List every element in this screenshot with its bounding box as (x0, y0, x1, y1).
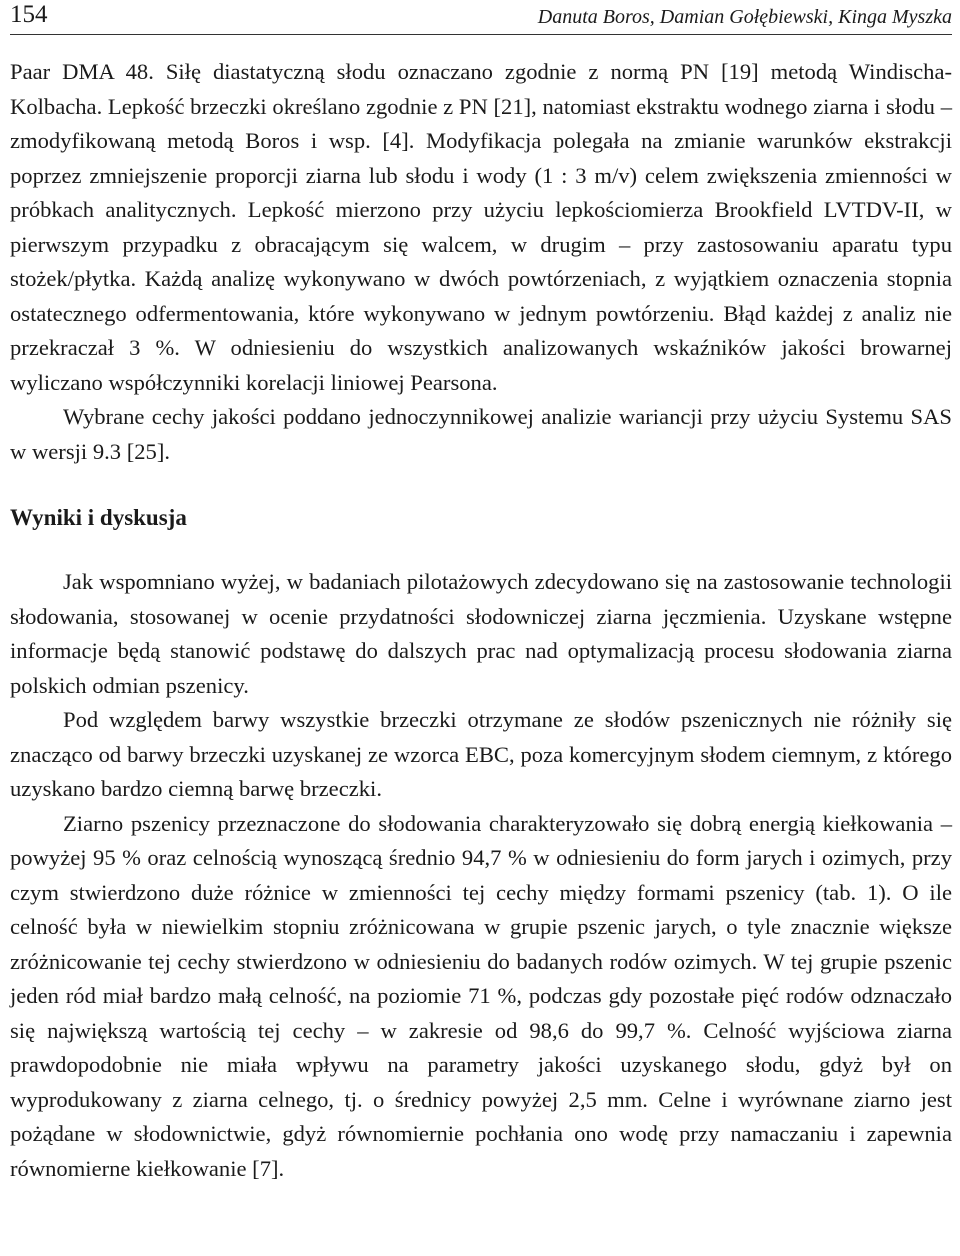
results-paragraph: Ziarno pszenicy przeznaczone do słodowania charakteryzowało się dobrą energią kiełkowania – powyżej 95 % oraz celnością wynoszącą średnio 94,7 % w odniesieniu do form jarych i ozimych, przy czym stwierdzono duże różnice w zmienności tej cechy między formami pszenicy (tab. 1). O ile celność była w niewielkim stopniu zróżnicowana w grupie pszenic jarych, o tyle znacznie większe zróżnicowanie tej cechy stwierdzono w odniesieniu do badanych rodów ozimych. W tej grupie pszenic jeden ród miał bardzo małą celność, na poziomie 71 %, podczas gdy pozostałe pięć rodów odznaczało się największą wartością tej cechy – w zakresie od 98,6 do 99,7 %. Celność wyjściowa ziarna prawdopodobnie nie miała wpływu na parametry jakości uzyskanego słodu, gdyż był on wyprodukowany z ziarna celnego, tj. o średnicy powyżej 2,5 mm. Celne i wyrównane ziarno jest pożądane w słodownictwie, gdyż równomiernie pochłania ono wodę przy namaczaniu i zapewnia równomierne kiełkowanie [7]. (10, 810, 952, 1181)
results-paragraph: Jak wspomniano wyżej, w badaniach pilotażowych zdecydowano się na zastosowanie technologii słodowania, stosowanej w ocenie przydatności słodowniczej ziarna jęczmienia. Uzyskane wstępne informacje będą stanowić podstawę do dalszych prac nad optymalizacją procesu słodowania ziarna polskich odmian pszenicy. (10, 569, 952, 698)
statistics-paragraph: Wybrane cechy jakości poddano jednoczynnikowej analizie wariancji przy użyciu Systemu SAS w wersji 9.3 [25]. (10, 404, 952, 464)
section-heading: Wyniki i dyskusja (10, 505, 187, 530)
page-number: 154 (10, 1, 48, 28)
document-page (10, 0, 952, 1186)
methods-paragraph: Paar DMA 48. Siłę diastatyczną słodu oznaczano zgodnie z normą PN [19] metodą Windischa-Kolbacha. Lepkość brzeczki określano zgodnie z PN [21], natomiast ekstraktu wodnego ziarna i słodu – zmodyfikowaną metodą Boros i wsp. [4]. Modyfikacja polegała na zmianie warunków ekstrakcji poprzez zmniejszenie proporcji ziarna lub słodu i wody (1 : 3 m/v) celem zwiększenia zmienności w próbkach analitycznych. Lepkość mierzono przy użyciu lepkościomierza Brookfield LVTDV-II, w pierwszym przypadku z obracającym się walcem, w drugim – przy zastosowaniu aparatu typu stożek/płytka. Każdą analizę wykonywano w dwóch powtórzeniach, z wyjątkiem oznaczenia stopnia ostatecznego odfermentowania, które wykonywano w jednym powtórzeniu. Błąd każdej z analiz nie przekraczał 3 %. W odniesieniu do wszystkich analizowanych wskaźników jakości browarnej wyliczano współczynniki korelacji liniowej Pearsona. (10, 59, 952, 395)
article-body (10, 55, 952, 1186)
results-paragraph: Pod względem barwy wszystkie brzeczki otrzymane ze słodów pszenicznych nie różniły się znacząco od barwy brzeczki uzyskanej ze wzorca EBC, poza komercyjnym słodem ciemnym, z którego uzyskano bardzo ciemną barwę brzeczki. (10, 707, 952, 801)
running-head-authors: Danuta Boros, Damian Gołębiewski, Kinga Myszka (537, 6, 952, 28)
page-header (10, 0, 952, 35)
